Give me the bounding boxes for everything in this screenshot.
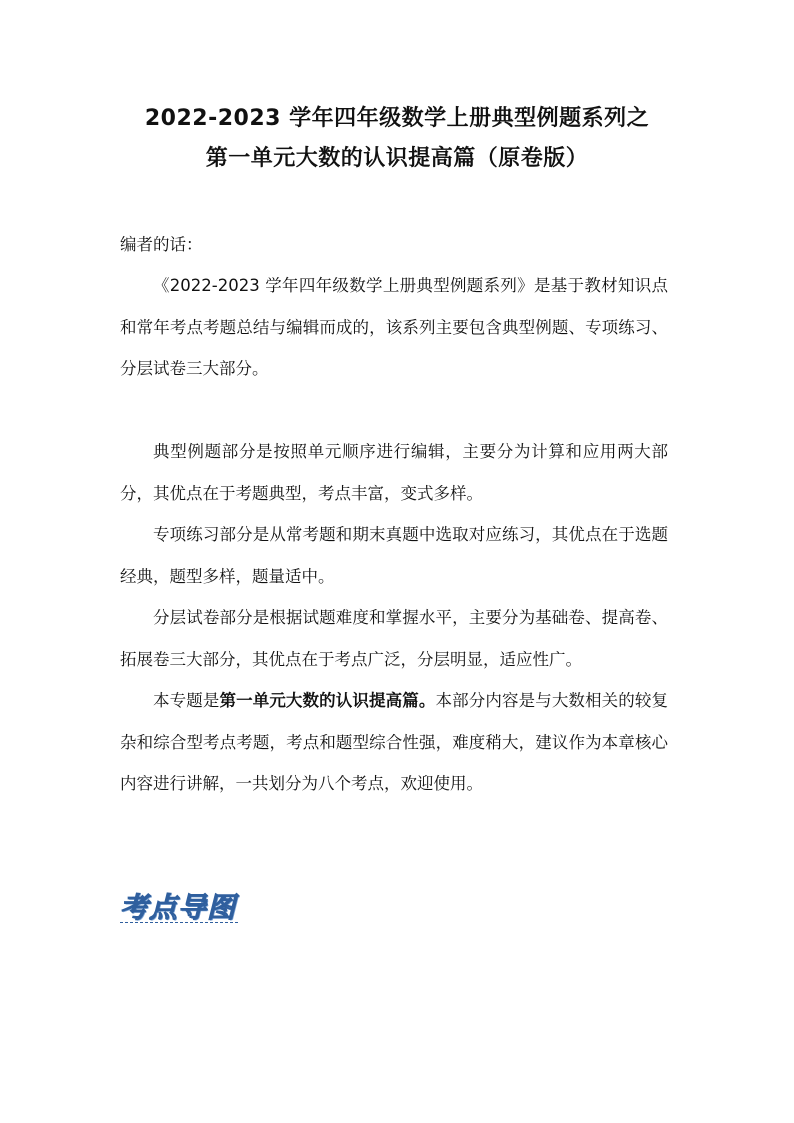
paragraph-typical-examples: 典型例题部分是按照单元顺序进行编辑，主要分为计算和应用两大部分，其优点在于考题典型，考点丰富，变式多样。 (120, 442, 668, 503)
document-title-line2: 第一单元大数的认识提高篇（原卷版） (205, 146, 589, 171)
paragraph-special-practice: 专项练习部分是从常考题和期末真题中选取对应练习，其优点在于选题经典，题型多样，题量适中。 (120, 525, 668, 586)
section-heading-mindmap: 考点导图 (120, 891, 237, 924)
paragraph-series-intro: 《2022-2023 学年四年级数学上册典型例题系列》是基于教材知识点和常年考点考题总结与编辑而成的，该系列主要包含典型例题、专项练习、分层试卷三大部分。 (120, 276, 668, 378)
topic-rest: 本部分内容是与大数相关的较复杂和综合型考点考题，考点和题型综合性强，难度稍大，建议作为本章核心内容进行讲解，一共划分为八个考点，欢迎使用。 (120, 691, 669, 793)
paragraph-topic-description (120, 680, 668, 805)
topic-name: 第一单元大数的认识提高篇。 (219, 691, 436, 710)
document-title-line1: 2022-2023 学年四年级数学上册典型例题系列之 (144, 106, 650, 131)
topic-prefix: 本专题是 (153, 691, 220, 710)
paragraph-layered-tests: 分层试卷部分是根据试题难度和掌握水平，主要分为基础卷、提高卷、拓展卷三大部分，其优点在于考点广泛，分层明显，适应性广。 (120, 608, 668, 669)
editor-note-label: 编者的话： (120, 235, 203, 254)
section-heading-underline (120, 922, 238, 923)
